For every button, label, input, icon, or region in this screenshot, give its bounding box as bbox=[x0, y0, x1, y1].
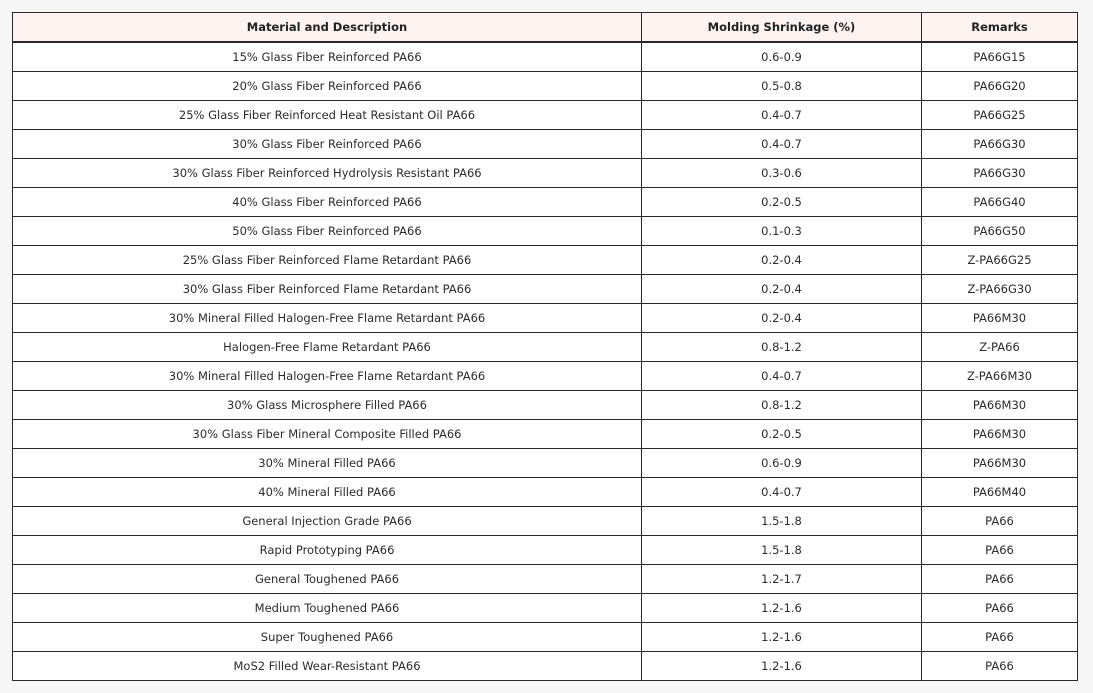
cell-shrinkage: 0.4-0.7 bbox=[642, 362, 922, 391]
cell-remarks: PA66G20 bbox=[922, 72, 1078, 101]
cell-remarks: Z-PA66 bbox=[922, 333, 1078, 362]
cell-remarks: PA66G30 bbox=[922, 159, 1078, 188]
cell-remarks: PA66G30 bbox=[922, 130, 1078, 159]
cell-remarks: PA66M40 bbox=[922, 478, 1078, 507]
table-row bbox=[13, 391, 1078, 420]
cell-shrinkage: 0.4-0.7 bbox=[642, 101, 922, 130]
cell-shrinkage: 0.2-0.5 bbox=[642, 188, 922, 217]
cell-material: 25% Glass Fiber Reinforced Heat Resistant Oil PA66 bbox=[13, 101, 642, 130]
cell-shrinkage: 0.6-0.9 bbox=[642, 449, 922, 478]
table-row bbox=[13, 72, 1078, 101]
cell-remarks: PA66 bbox=[922, 623, 1078, 652]
cell-material: 50% Glass Fiber Reinforced PA66 bbox=[13, 217, 642, 246]
table-row bbox=[13, 42, 1078, 72]
cell-shrinkage: 0.5-0.8 bbox=[642, 72, 922, 101]
cell-material: Medium Toughened PA66 bbox=[13, 594, 642, 623]
cell-material: 30% Glass Fiber Reinforced PA66 bbox=[13, 130, 642, 159]
cell-material: 30% Mineral Filled Halogen-Free Flame Retardant PA66 bbox=[13, 304, 642, 333]
cell-remarks: PA66G50 bbox=[922, 217, 1078, 246]
header-remarks: Remarks bbox=[922, 13, 1078, 43]
cell-material: MoS2 Filled Wear-Resistant PA66 bbox=[13, 652, 642, 681]
cell-shrinkage: 0.4-0.7 bbox=[642, 130, 922, 159]
cell-material: 30% Glass Microsphere Filled PA66 bbox=[13, 391, 642, 420]
table-row bbox=[13, 159, 1078, 188]
cell-material: General Injection Grade PA66 bbox=[13, 507, 642, 536]
cell-remarks: PA66 bbox=[922, 536, 1078, 565]
cell-shrinkage: 1.5-1.8 bbox=[642, 536, 922, 565]
cell-remarks: PA66G40 bbox=[922, 188, 1078, 217]
cell-material: Rapid Prototyping PA66 bbox=[13, 536, 642, 565]
cell-remarks: PA66 bbox=[922, 652, 1078, 681]
cell-material: Halogen-Free Flame Retardant PA66 bbox=[13, 333, 642, 362]
cell-material: 20% Glass Fiber Reinforced PA66 bbox=[13, 72, 642, 101]
cell-shrinkage: 0.6-0.9 bbox=[642, 42, 922, 72]
table-row bbox=[13, 246, 1078, 275]
cell-remarks: PA66G25 bbox=[922, 101, 1078, 130]
cell-shrinkage: 1.2-1.7 bbox=[642, 565, 922, 594]
table-row bbox=[13, 333, 1078, 362]
cell-material: 30% Mineral Filled PA66 bbox=[13, 449, 642, 478]
table-row bbox=[13, 623, 1078, 652]
cell-remarks: PA66 bbox=[922, 565, 1078, 594]
cell-remarks: Z-PA66G30 bbox=[922, 275, 1078, 304]
cell-remarks: PA66M30 bbox=[922, 420, 1078, 449]
cell-remarks: PA66 bbox=[922, 594, 1078, 623]
cell-remarks: PA66M30 bbox=[922, 304, 1078, 333]
cell-shrinkage: 1.5-1.8 bbox=[642, 507, 922, 536]
cell-shrinkage: 0.8-1.2 bbox=[642, 333, 922, 362]
cell-shrinkage: 0.2-0.4 bbox=[642, 275, 922, 304]
cell-remarks: PA66G15 bbox=[922, 42, 1078, 72]
table-row bbox=[13, 478, 1078, 507]
table-row bbox=[13, 536, 1078, 565]
cell-shrinkage: 1.2-1.6 bbox=[642, 594, 922, 623]
cell-material: Super Toughened PA66 bbox=[13, 623, 642, 652]
table-row bbox=[13, 594, 1078, 623]
table-row bbox=[13, 217, 1078, 246]
table-row bbox=[13, 130, 1078, 159]
cell-material: 40% Glass Fiber Reinforced PA66 bbox=[13, 188, 642, 217]
cell-remarks: PA66 bbox=[922, 507, 1078, 536]
cell-material: 30% Glass Fiber Reinforced Flame Retardant PA66 bbox=[13, 275, 642, 304]
cell-shrinkage: 0.1-0.3 bbox=[642, 217, 922, 246]
cell-material: 40% Mineral Filled PA66 bbox=[13, 478, 642, 507]
cell-remarks: Z-PA66G25 bbox=[922, 246, 1078, 275]
cell-remarks: Z-PA66M30 bbox=[922, 362, 1078, 391]
table-row bbox=[13, 507, 1078, 536]
cell-shrinkage: 0.3-0.6 bbox=[642, 159, 922, 188]
header-material: Material and Description bbox=[13, 13, 642, 43]
table-header bbox=[13, 13, 1078, 43]
shrinkage-table bbox=[12, 12, 1078, 681]
table-row bbox=[13, 449, 1078, 478]
cell-shrinkage: 0.2-0.4 bbox=[642, 304, 922, 333]
table-row bbox=[13, 362, 1078, 391]
table-row bbox=[13, 652, 1078, 681]
cell-material: 25% Glass Fiber Reinforced Flame Retardant PA66 bbox=[13, 246, 642, 275]
header-shrinkage: Molding Shrinkage (%) bbox=[642, 13, 922, 43]
cell-material: 30% Mineral Filled Halogen-Free Flame Retardant PA66 bbox=[13, 362, 642, 391]
cell-shrinkage: 0.2-0.5 bbox=[642, 420, 922, 449]
table-row bbox=[13, 101, 1078, 130]
header-row bbox=[13, 13, 1078, 43]
cell-material: 30% Glass Fiber Mineral Composite Filled PA66 bbox=[13, 420, 642, 449]
cell-shrinkage: 0.4-0.7 bbox=[642, 478, 922, 507]
cell-shrinkage: 1.2-1.6 bbox=[642, 652, 922, 681]
table-body bbox=[13, 42, 1078, 681]
table-row bbox=[13, 565, 1078, 594]
table-row bbox=[13, 420, 1078, 449]
cell-material: General Toughened PA66 bbox=[13, 565, 642, 594]
table-container bbox=[12, 12, 1077, 681]
cell-shrinkage: 1.2-1.6 bbox=[642, 623, 922, 652]
cell-shrinkage: 0.2-0.4 bbox=[642, 246, 922, 275]
cell-shrinkage: 0.8-1.2 bbox=[642, 391, 922, 420]
table-row bbox=[13, 304, 1078, 333]
cell-remarks: PA66M30 bbox=[922, 449, 1078, 478]
cell-material: 30% Glass Fiber Reinforced Hydrolysis Resistant PA66 bbox=[13, 159, 642, 188]
table-row bbox=[13, 188, 1078, 217]
table-row bbox=[13, 275, 1078, 304]
cell-material: 15% Glass Fiber Reinforced PA66 bbox=[13, 42, 642, 72]
cell-remarks: PA66M30 bbox=[922, 391, 1078, 420]
